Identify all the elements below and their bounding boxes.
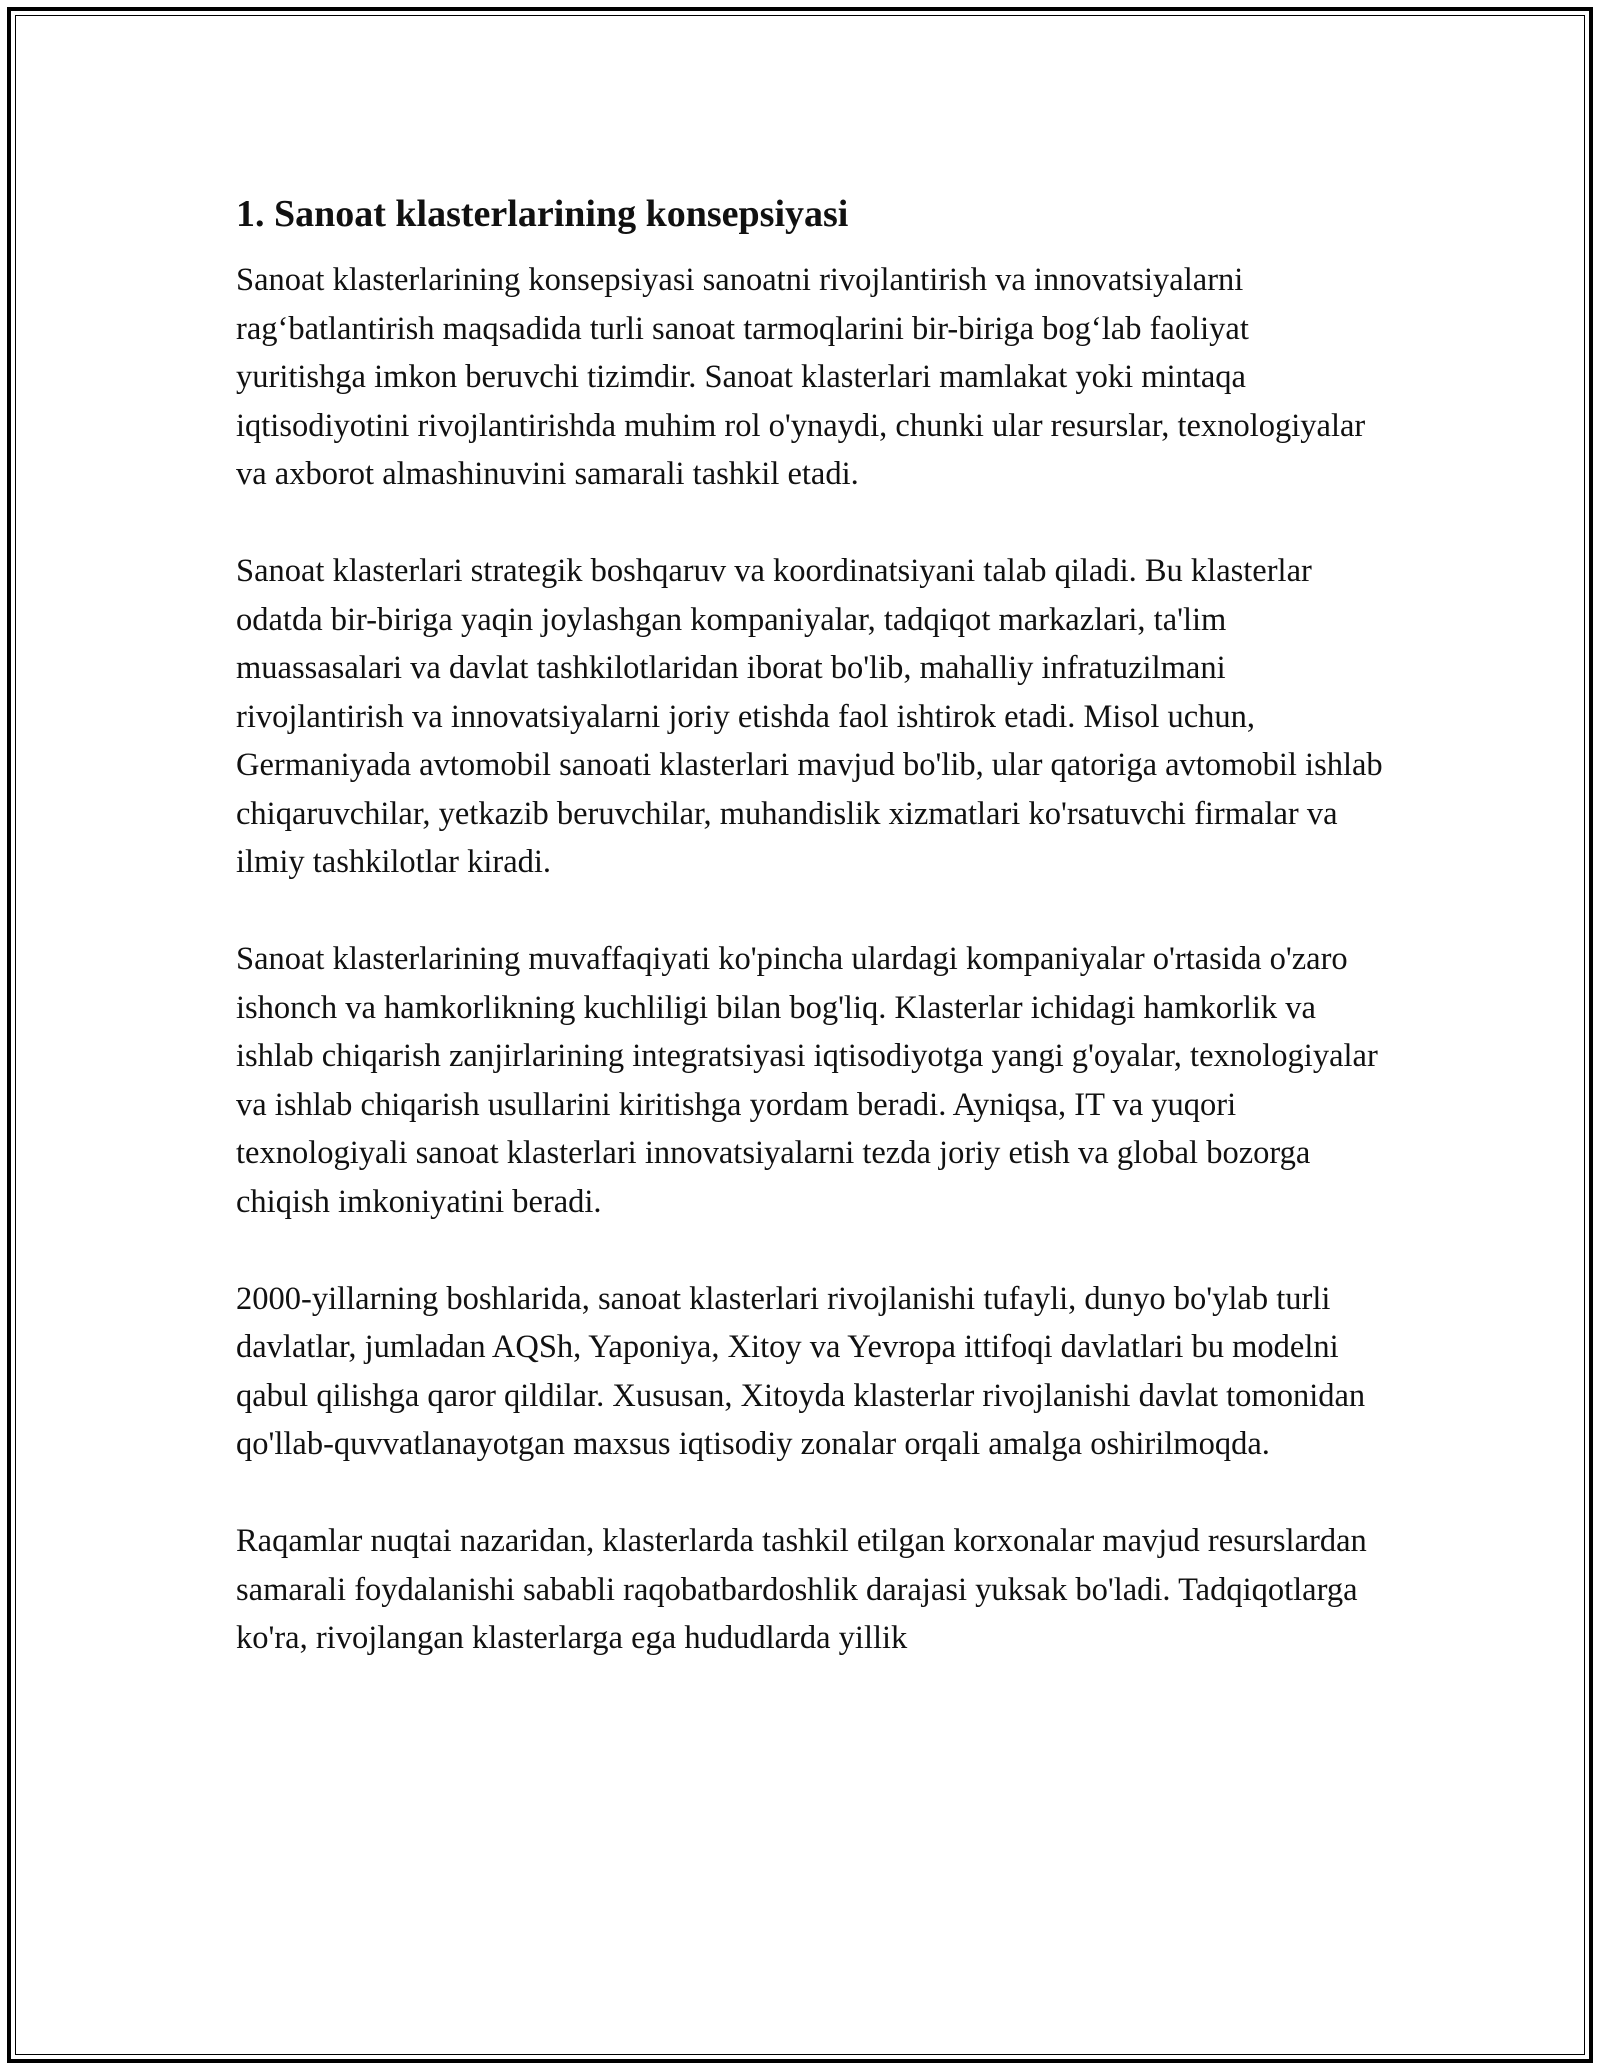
paragraph-5: Raqamlar nuqtai nazaridan, klasterlarda tashkil etilgan korxonalar mavjud resurslardan samarali foydalanishi sababli raqobatbardoshlik darajasi yuksak bo'ladi. Tadqiqotlarga ko'ra, rivojlangan klasterlarga ega hududlarda yillik [236, 1523, 1367, 1656]
paragraph-2: Sanoat klasterlari strategik boshqaruv va koordinatsiyani talab qiladi. Bu klasterlar odatda bir-biriga yaqin joylashgan kompaniyalar, tadqiqot markazlari, ta'lim muassasalari va davlat tashkilotlaridan iborat bo'lib, mahalliy infratuzilmani rivojlantirish va innovatsiyalarni joriy etishda faol ishtirok etadi. Misol uchun, Germaniyada avtomobil sanoati klasterlari mavjud bo'lib, ular qatoriga avtomobil ishlab chiqaruvchilar, yetkazib beruvchilar, muhandislik xizmatlari ko'rsatuvchi firmalar va ilmiy tashkilotlar kiradi. [236, 553, 1383, 880]
document-body [236, 188, 1386, 1711]
paragraph-3: Sanoat klasterlarining muvaffaqiyati ko'pincha ulardagi kompaniyalar o'rtasida o'zaro ishonch va hamkorlikning kuchliligi bilan bog'liq. Klasterlar ichidagi hamkorlik va ishlab chiqarish zanjirlarining integratsiyasi iqtisodiyotga yangi g'oyalar, texnologiyalar va ishlab chiqarish usullarini kiritishga yordam beradi. Ayniqsa, IT va yuqori texnologiyali sanoat klasterlari innovatsiyalarni tezda joriy etish va global bozorga chiqish imkoniyatini beradi. [236, 941, 1378, 1220]
paragraph-4: 2000-yillarning boshlarida, sanoat klasterlari rivojlanishi tufayli, dunyo bo'ylab turli davlatlar, jumladan AQSh, Yaponiya, Xitoy va Yevropa ittifoqi davlatlari bu modelni qabul qilishga qaror qildilar. Xususan, Xitoyda klasterlar rivojlanishi davlat tomonidan qo'llab-quvvatlanayotgan maxsus iqtisodiy zonalar orqali amalga oshirilmoqda. [236, 1280, 1366, 1462]
section-heading: 1. Sanoat klasterlarining konsepsiyasi [236, 193, 849, 235]
paragraph-1: Sanoat klasterlarining konsepsiyasi sanoatni rivojlantirish va innovatsiyalarni rag‘batlantirish maqsadida turli sanoat tarmoqlarini bir-biriga bog‘lab faoliyat yuritishga imkon beruvchi tizimdir. Sanoat klasterlari mamlakat yoki mintaqa iqtisodiyotini rivojlantirishda muhim rol o'ynaydi, chunki ular resurslar, texnologiyalar va axborot almashinuvini samarali tashkil etadi. [236, 262, 1366, 492]
